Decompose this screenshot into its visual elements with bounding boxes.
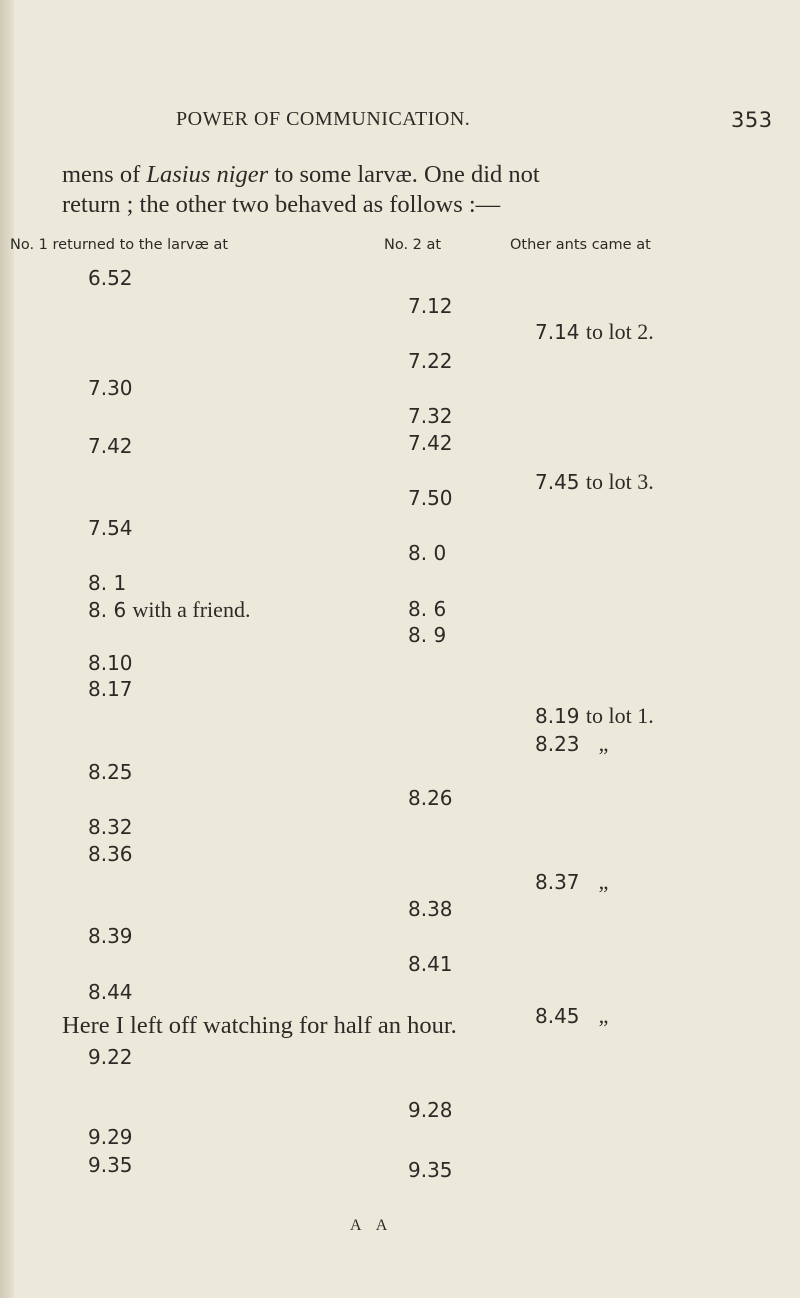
no2-time: 8.26: [408, 786, 453, 810]
others-time-row: [535, 870, 608, 894]
no1-time: 9.35: [88, 1153, 133, 1177]
ditto-mark: „: [598, 869, 609, 894]
no2-time: 9.35: [408, 1158, 453, 1182]
no1-time: 8.39: [88, 924, 133, 948]
others-time: 8.37: [535, 870, 580, 894]
no1-time: 8.44: [88, 980, 133, 1004]
page-spine-shadow: [0, 0, 14, 1298]
interlude-text: Here I left off watching for half an hour.: [62, 1012, 457, 1039]
others-time-row: [535, 1004, 608, 1028]
others-time-row: [535, 704, 654, 728]
no2-time: 8. 6: [408, 597, 447, 621]
no1-time: 8.10: [88, 651, 133, 675]
no1-time: 7.42: [88, 434, 133, 458]
lot-note: to lot 2.: [585, 319, 654, 344]
no1-time: 8.32: [88, 815, 133, 839]
no1-time: 7.54: [88, 516, 133, 540]
others-time: 8.45: [535, 1004, 580, 1028]
others-time-row: [535, 470, 654, 494]
with-friend-note: with a friend.: [132, 597, 251, 622]
others-time-row: [535, 732, 608, 756]
no2-time: 9.28: [408, 1098, 453, 1122]
no1-time: 8.36: [88, 842, 133, 866]
no2-time: 7.42: [408, 431, 453, 455]
no1-time: 8.17: [88, 677, 133, 701]
no1-time: 9.22: [88, 1045, 133, 1069]
no2-time: 7.50: [408, 486, 453, 510]
others-time: 8.23: [535, 732, 580, 756]
intro-line-2: return ; the other two behaved as follows :—: [62, 191, 501, 218]
no1-time: 7.30: [88, 376, 133, 400]
no1-time: 8. 1: [88, 571, 127, 595]
no1-time-with-note: [88, 598, 250, 622]
intro-line-1: [62, 160, 752, 190]
running-title: POWER OF COMMUNICATION.: [176, 108, 471, 130]
lot-note: to lot 1.: [585, 703, 654, 728]
no2-time: 8.38: [408, 897, 453, 921]
intro-text: mens of: [62, 161, 147, 188]
others-time-row: [535, 320, 654, 344]
no2-time: 8.41: [408, 952, 453, 976]
no2-time: 8. 0: [408, 541, 447, 565]
intro-paragraph: [62, 160, 752, 220]
no1-time: 8.25: [88, 760, 133, 784]
no1-time: 9.29: [88, 1125, 133, 1149]
column-header-no2: No. 2 at: [384, 237, 442, 253]
others-time: 8.19: [535, 704, 580, 728]
no1-time: 6.52: [88, 266, 133, 290]
lot-note: to lot 3.: [585, 469, 654, 494]
no2-time: 7.12: [408, 294, 453, 318]
running-header: [0, 108, 800, 138]
ditto-mark: „: [598, 731, 609, 756]
others-time: 7.14: [535, 320, 580, 344]
column-header-others: Other ants came at: [510, 237, 651, 253]
others-time: 7.45: [535, 470, 580, 494]
page-number: 353: [731, 108, 773, 132]
column-header-no1: No. 1 returned to the larvæ at: [10, 237, 229, 253]
no2-time: 8. 9: [408, 623, 447, 647]
signature-mark: A A: [350, 1217, 394, 1234]
no1-time: 8. 6: [88, 598, 127, 622]
no2-time: 7.22: [408, 349, 453, 373]
species-name: Lasius niger: [146, 161, 269, 188]
no2-time: 7.32: [408, 404, 453, 428]
intro-text: to some larvæ. One did not: [268, 161, 540, 188]
ditto-mark: „: [598, 1003, 609, 1028]
